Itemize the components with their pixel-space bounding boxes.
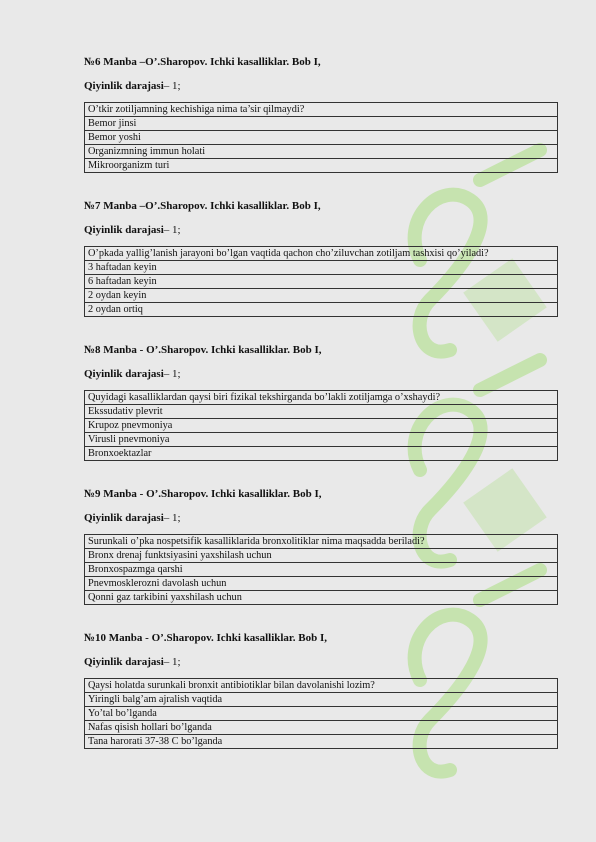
difficulty-label: Qiyinlik darajasi: [84, 368, 164, 380]
question-table: [84, 678, 558, 749]
answer-row: [85, 577, 558, 591]
question-source: №9 Manba - O’.Sharopov. Ichki kasalliklar. Bob I,: [84, 488, 322, 500]
answer-row: [85, 261, 558, 275]
question-text: Surunkali o’pka nospetsifik kasalliklarida bronxolitiklar nima maqsadda beriladi?: [85, 535, 558, 549]
answer-row: [85, 721, 558, 735]
answer-option: 2 oydan ortiq: [85, 303, 558, 317]
answer-option: Bemor jinsi: [85, 117, 558, 131]
question-row: [85, 247, 558, 261]
question-block: [84, 632, 558, 749]
answer-row: [85, 563, 558, 577]
difficulty-value: – 1;: [163, 80, 181, 92]
answer-option: Bronxoektazlar: [85, 447, 558, 461]
answer-option: Bronxospazmga qarshi: [85, 563, 558, 577]
difficulty-label: Qiyinlik darajasi: [84, 512, 164, 524]
question-list: [84, 56, 558, 776]
question-table: [84, 534, 558, 605]
answer-row: [85, 275, 558, 289]
question-row: [85, 535, 558, 549]
question-text: Quyidagi kasalliklardan qaysi biri fizikal tekshirganda bo’lakli zotiljamga o’xshaydi?: [85, 391, 558, 405]
difficulty-level: [84, 224, 558, 237]
question-source: №10 Manba - O’.Sharopov. Ichki kasalliklar. Bob I,: [84, 632, 328, 644]
question-table: [84, 390, 558, 461]
answer-row: [85, 707, 558, 721]
answer-row: [85, 447, 558, 461]
answer-row: [85, 591, 558, 605]
answer-row: [85, 289, 558, 303]
difficulty-value: – 1;: [163, 368, 181, 380]
question-table: [84, 246, 558, 317]
difficulty-label: Qiyinlik darajasi: [84, 224, 164, 236]
difficulty-label: Qiyinlik darajasi: [84, 80, 164, 92]
answer-row: [85, 549, 558, 563]
question-row: [85, 391, 558, 405]
answer-row: [85, 303, 558, 317]
answer-row: [85, 735, 558, 749]
question-source: №6 Manba –O’.Sharopov. Ichki kasalliklar. Bob I,: [84, 56, 321, 68]
question-source: №8 Manba - O’.Sharopov. Ichki kasalliklar. Bob I,: [84, 344, 322, 356]
answer-option: Pnevmosklerozni davolash uchun: [85, 577, 558, 591]
question-source: №7 Manba –O’.Sharopov. Ichki kasalliklar. Bob I,: [84, 200, 321, 212]
answer-row: [85, 117, 558, 131]
question-row: [85, 679, 558, 693]
question-block: [84, 344, 558, 461]
answer-option: Yo’tal bo’lganda: [85, 707, 558, 721]
answer-option: Qonni gaz tarkibini yaxshilash uchun: [85, 591, 558, 605]
answer-row: [85, 405, 558, 419]
answer-option: 2 oydan keyin: [85, 289, 558, 303]
difficulty-level: [84, 368, 558, 381]
answer-option: Krupoz pnevmoniya: [85, 419, 558, 433]
question-text: Qaysi holatda surunkali bronxit antibiotiklar bilan davolanishi lozim?: [85, 679, 558, 693]
difficulty-value: – 1;: [163, 656, 181, 668]
answer-row: [85, 145, 558, 159]
question-table: [84, 102, 558, 173]
answer-row: [85, 131, 558, 145]
difficulty-label: Qiyinlik darajasi: [84, 656, 164, 668]
answer-option: Ekssudativ plevrit: [85, 405, 558, 419]
answer-option: Nafas qisish hollari bo’lganda: [85, 721, 558, 735]
answer-option: 3 haftadan keyin: [85, 261, 558, 275]
answer-option: Organizmning immun holati: [85, 145, 558, 159]
answer-row: [85, 419, 558, 433]
answer-option: Tana harorati 37-38 C bo’lganda: [85, 735, 558, 749]
question-block: [84, 56, 558, 173]
question-text: O’pkada yallig’lanish jarayoni bo’lgan vaqtida qachon cho’ziluvchan zotiljam tashxisi qo’yiladi?: [85, 247, 558, 261]
difficulty-level: [84, 512, 558, 525]
answer-row: [85, 159, 558, 173]
answer-option: Bemor yoshi: [85, 131, 558, 145]
question-row: [85, 103, 558, 117]
answer-option: 6 haftadan keyin: [85, 275, 558, 289]
question-block: [84, 488, 558, 605]
difficulty-value: – 1;: [163, 224, 181, 236]
question-block: [84, 200, 558, 317]
answer-option: Yiringli balg’am ajralish vaqtida: [85, 693, 558, 707]
difficulty-level: [84, 656, 558, 669]
answer-row: [85, 433, 558, 447]
question-text: O’tkir zotiljamning kechishiga nima ta’sir qilmaydi?: [85, 103, 558, 117]
difficulty-value: – 1;: [163, 512, 181, 524]
answer-option: Mikroorganizm turi: [85, 159, 558, 173]
answer-row: [85, 693, 558, 707]
difficulty-level: [84, 80, 558, 93]
answer-option: Virusli pnevmoniya: [85, 433, 558, 447]
answer-option: Bronx drenaj funktsiyasini yaxshilash uchun: [85, 549, 558, 563]
